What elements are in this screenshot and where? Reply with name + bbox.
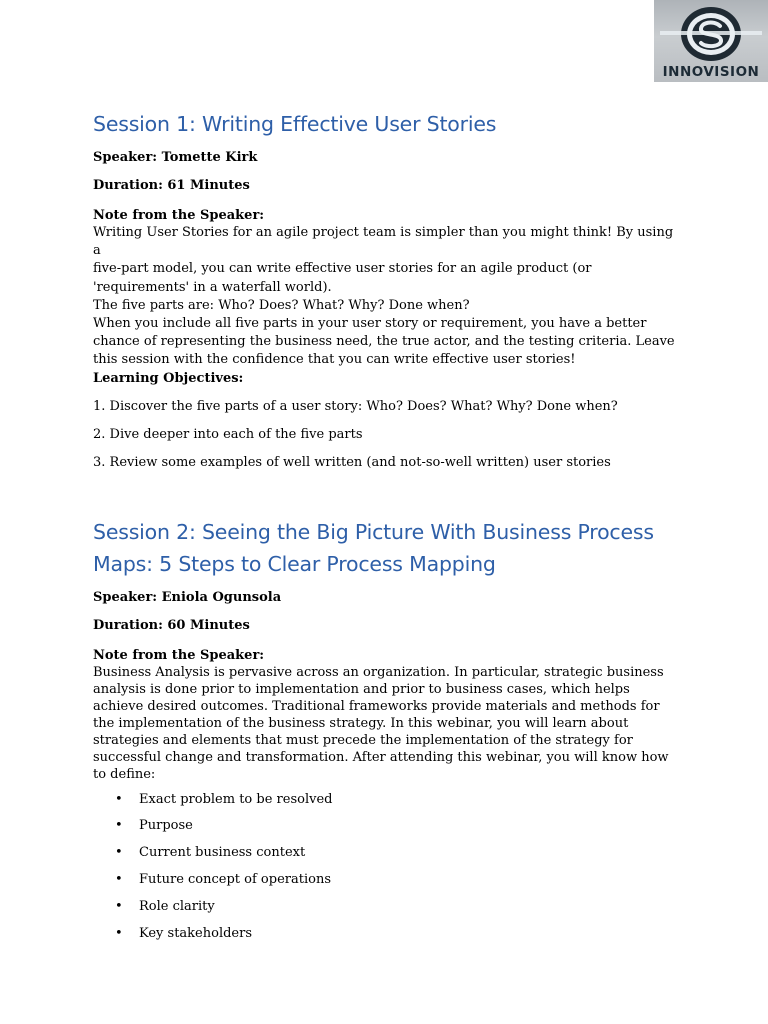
list-item — [93, 898, 683, 916]
session-1-title: Session 1: Writing Effective User Stories — [93, 112, 497, 136]
learning-objective: 2. Dive deeper into each of the five parts — [93, 426, 363, 442]
bullet-icon: • — [115, 845, 123, 861]
session-2-title — [93, 516, 683, 580]
bullet-icon: • — [115, 872, 123, 888]
learning-objective: 3. Review some examples of well written (and not-so-well written) user stories — [93, 454, 611, 470]
list-item-text: Exact problem to be resolved — [139, 791, 333, 807]
note-line: 'requirements' in a waterfall world). — [93, 279, 332, 295]
bullet-icon: • — [115, 791, 123, 807]
note-line: to define: — [93, 766, 156, 782]
list-item — [93, 871, 683, 889]
note-line: Business Analysis is pervasive across an organization. In particular, strategic business — [93, 664, 664, 680]
note-line: the implementation of the business strategy. In this webinar, you will learn about — [93, 715, 629, 731]
session-2-note-label: Note from the Speaker: — [93, 647, 265, 663]
session-1-note-label: Note from the Speaker: — [93, 208, 265, 223]
note-line: The five parts are: Who? Does? What? Why? Done when? — [93, 297, 470, 313]
session-2-duration: Duration: 60 Minutes — [93, 617, 250, 633]
session-2-title-line: Maps: 5 Steps to Clear Process Mapping — [93, 551, 496, 576]
logo-wordmark: INNOVISION — [662, 64, 760, 80]
note-line: analysis is done prior to implementation and prior to business cases, which helps — [93, 681, 630, 697]
list-item — [93, 791, 683, 809]
list-item-text: Purpose — [139, 818, 193, 834]
document-content — [93, 108, 683, 951]
bullet-icon: • — [115, 925, 123, 941]
session-2-title-line: Session 2: Seeing the Big Picture With Business Process — [93, 519, 654, 544]
session-1-speaker: Speaker: Tomette Kirk — [93, 150, 258, 165]
note-line: five-part model, you can write effective user stories for an agile product (or — [93, 261, 592, 277]
note-line: Writing User Stories for an agile project team is simpler than you might think! By using a — [93, 225, 674, 259]
list-item-text: Future concept of operations — [139, 872, 331, 888]
bullet-icon: • — [115, 898, 123, 914]
list-item-text: Key stakeholders — [139, 925, 253, 941]
list-item-text: Current business context — [139, 845, 306, 861]
innovision-logo — [654, 0, 768, 82]
note-line: When you include all five parts in your user story or requirement, you have a better — [93, 316, 647, 332]
note-line: chance of representing the business need, the true actor, and the testing criteria. Leave — [93, 334, 675, 350]
list-item — [93, 925, 683, 943]
list-item-text: Role clarity — [139, 898, 215, 914]
session-2-speaker: Speaker: Eniola Ogunsola — [93, 589, 282, 605]
note-line: successful change and transformation. After attending this webinar, you will know how — [93, 749, 669, 765]
note-line: strategies and elements that must precede the implementation of the strategy for — [93, 732, 633, 748]
note-line: achieve desired outcomes. Traditional frameworks provide materials and methods for — [93, 698, 660, 714]
session-1-duration: Duration: 61 Minutes — [93, 178, 250, 193]
list-item — [93, 817, 683, 835]
bullet-icon: • — [115, 818, 123, 834]
learning-objectives-label: Learning Objectives: — [93, 370, 244, 386]
learning-objective: 1. Discover the five parts of a user story: Who? Does? What? Why? Done when? — [93, 398, 618, 414]
session-1-note — [93, 224, 683, 370]
session-2-note — [93, 664, 683, 783]
list-item — [93, 844, 683, 862]
note-line: this session with the confidence that you can write effective user stories! — [93, 352, 576, 368]
definition-list — [93, 791, 683, 943]
